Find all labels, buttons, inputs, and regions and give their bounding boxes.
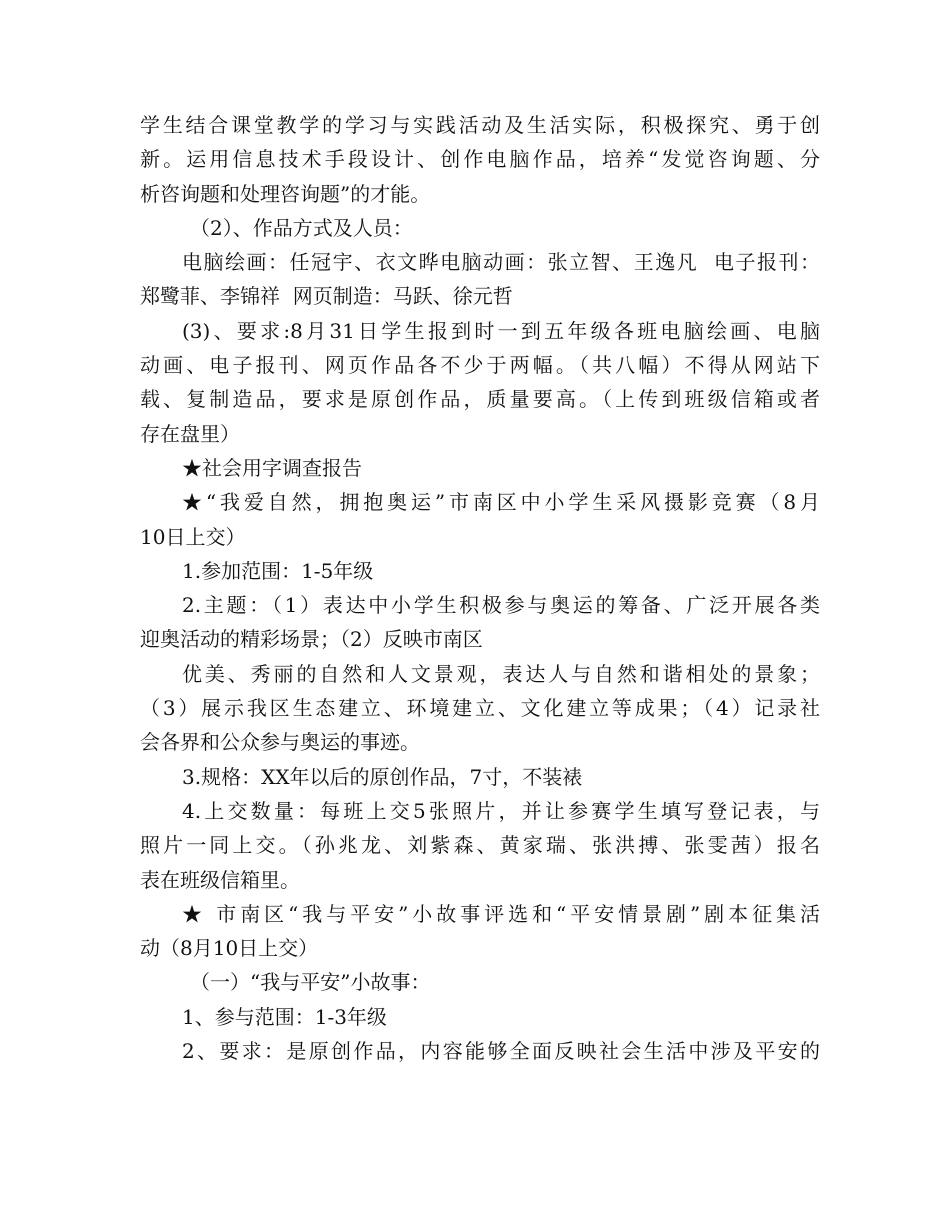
- text-line: 新。运用信息技术手段设计、创作电脑作品，培养“发觉咨询题、分: [140, 147, 820, 172]
- text-line: 迎奥活动的精彩场景；（2）反映市南区: [140, 627, 483, 652]
- text-line: 优美、秀丽的自然和人文景观，表达人与自然和谐相处的景象；: [182, 661, 820, 686]
- text-line: (3)、要求:8月31日学生报到时一到五年级各班电脑绘画、电脑: [182, 318, 820, 343]
- text-line: 2.主题：（1）表达中小学生积极参与奥运的筹备、广泛开展各类: [182, 593, 820, 618]
- text-line: ★社会用字调查报告: [182, 455, 362, 480]
- text-line: （一）“我与平安”小故事：: [190, 970, 431, 995]
- text-line: （3）展示我区生态建立、环境建立、文化建立等成果；（4）记录社: [140, 696, 820, 721]
- text-line: 动（8月10日上交）: [140, 936, 319, 961]
- text-line: 载、复制造品，要求是原创作品，质量要高。（上传到班级信箱或者: [140, 387, 820, 412]
- text-line: 4.上交数量：每班上交5张照片，并让参赛学生填写登记表，与: [182, 798, 820, 823]
- text-line: ★“我爱自然，拥抱奥运”市南区中小学生采风摄影竞赛（8月: [182, 490, 820, 515]
- text-line: 动画、电子报刊、网页作品各不少于两幅。（共八幅）不得从网站下: [140, 353, 820, 378]
- text-line: 1、参与范围：1-3年级: [182, 1004, 387, 1029]
- text-line: 析咨询题和处理咨询题”的才能。: [140, 181, 431, 206]
- text-line: 郑鹭菲、李锦祥 网页制造：马跃、徐元哲: [140, 284, 513, 309]
- text-line: 1.参加范围：1-5年级: [182, 558, 374, 583]
- text-line: 表在班级信箱里。: [140, 867, 300, 892]
- text-line: （2）、作品方式及人员：: [190, 215, 413, 240]
- document-body: [140, 108, 820, 1068]
- text-line: 会各界和公众参与奥运的事迹。: [140, 730, 420, 755]
- text-line: 电脑绘画：任冠宇、衣文晔电脑动画：张立智、王逸凡 电子报刊：: [182, 250, 820, 275]
- text-line: 照片一同上交。（孙兆龙、刘紫森、黄家瑞、张洪搏、张雯茜）报名: [140, 833, 820, 858]
- text-line: 学生结合课堂教学的学习与实践活动及生活实际，积极探究、勇于创: [140, 113, 820, 137]
- text-line: ★ 市南区“我与平安”小故事评选和“平安情景剧”剧本征集活: [182, 901, 820, 926]
- text-line: 3.规格：XX年以后的原创作品，7寸，不装裱: [182, 764, 583, 789]
- text-line: 2、要求：是原创作品，内容能够全面反映社会生活中涉及平安的: [182, 1039, 820, 1064]
- text-line: 存在盘里）: [140, 421, 240, 446]
- text-line: 10日上交）: [140, 524, 246, 549]
